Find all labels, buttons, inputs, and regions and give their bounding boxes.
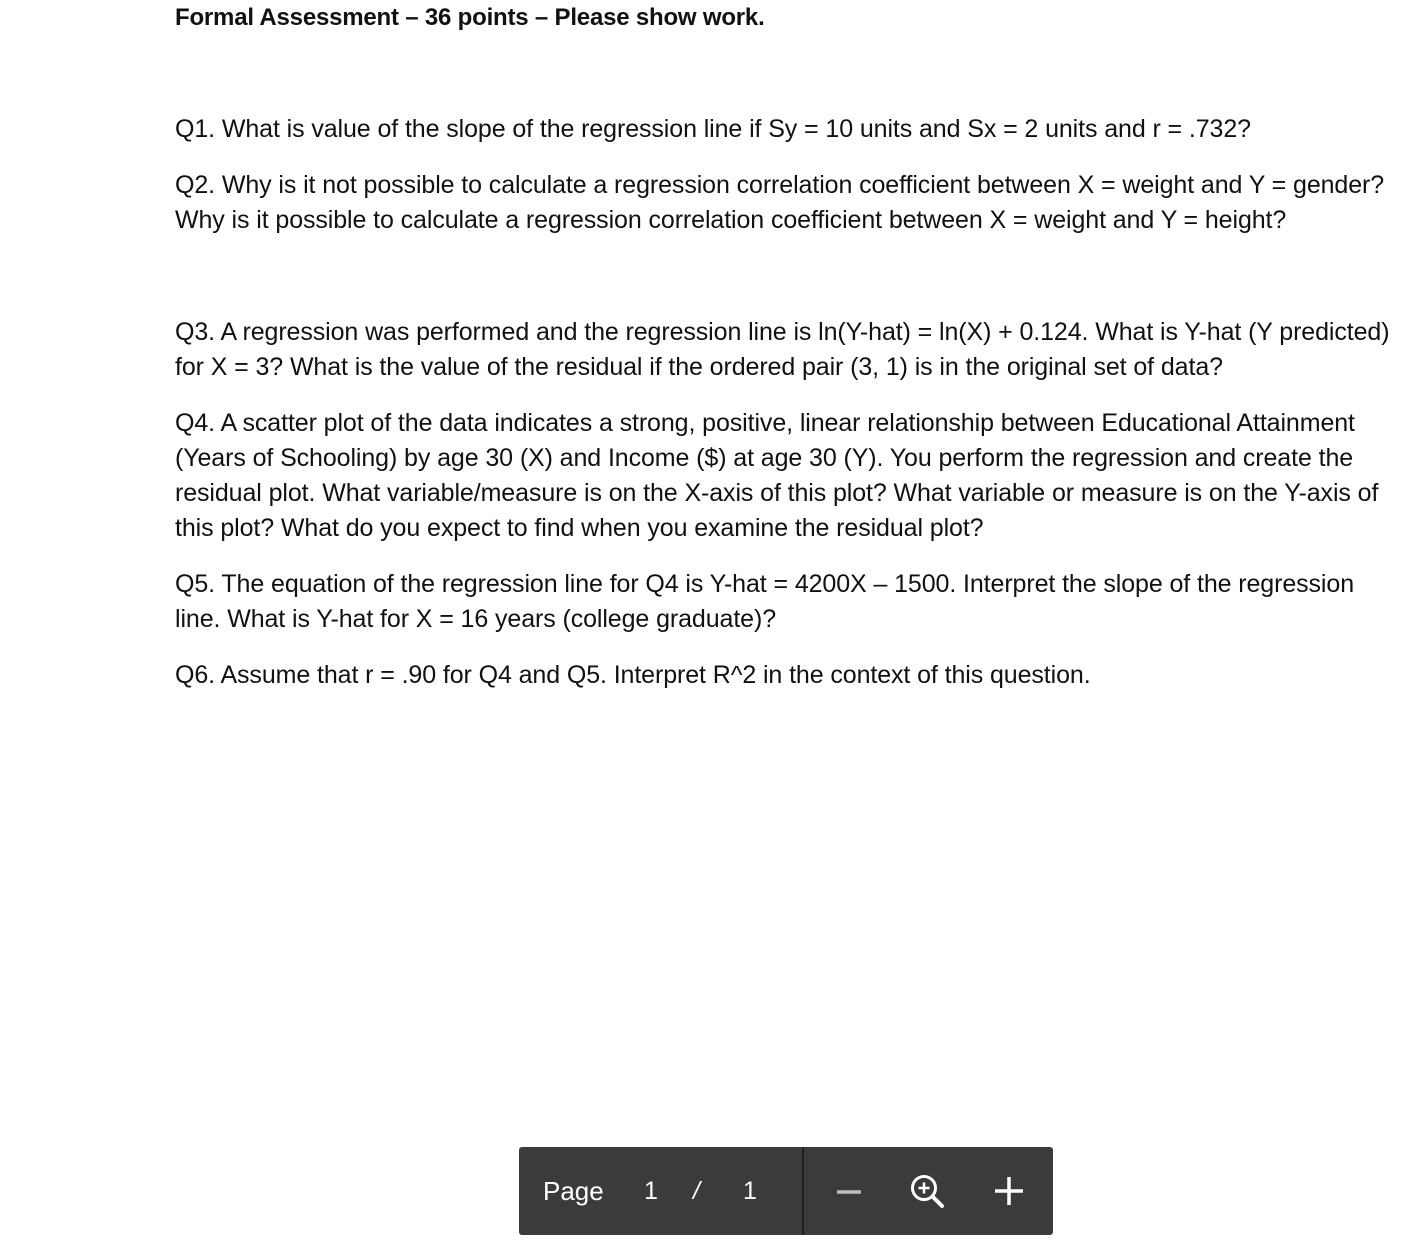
question-6: Q6. Assume that r = .90 for Q4 and Q5. Interpret R^2 in the context of this question. [175,661,1091,689]
question-3: Q3. A regression was performed and the regression line is ln(Y-hat) = ln(X) + 0.124. What is Y-hat (Y predicted) for X = 3? What is the value of the residual if the ordered pair (3, 1) is in the original set of data? [175,318,1390,381]
pdf-viewer-toolbar [519,1147,1053,1235]
page-label: Page [543,1176,604,1206]
document-title: Formal Assessment – 36 points – Please show work. [175,4,765,31]
question-5: Q5. The equation of the regression line for Q4 is Y-hat = 4200X – 1500. Interpret the slope of the regression line. What is Y-hat for X = 16 years (college graduate)? [175,570,1354,633]
page-separator: / [693,1177,700,1205]
question-4: Q4. A scatter plot of the data indicates a strong, positive, linear relationship between Educational Attainment (Years of Schooling) by age 30 (X) and Income ($) at age 30 (Y). You perform the regression and create the residual plot. What variable/measure is on the X-axis of this plot? What variable or measure is on the Y-axis of this plot? What do you expect to find when you examine the residual plot? [175,409,1379,542]
minus-icon [827,1169,871,1213]
zoom-in-button[interactable] [987,1169,1031,1213]
toolbar-divider [802,1147,804,1235]
question-1: Q1. What is value of the slope of the regression line if Sy = 10 units and Sx = 2 units and r = .732? [175,115,1251,143]
document-content [175,0,1390,693]
zoom-in-icon [905,1169,949,1213]
zoom-out-button[interactable] [827,1169,871,1213]
current-page-input[interactable]: 1 [644,1177,658,1205]
question-2: Q2. Why is it not possible to calculate a regression correlation coefficient between X = weight and Y = gender? Why is it possible to calculate a regression correlation coefficient between X = weight and Y = height? [175,171,1385,234]
zoom-button[interactable] [905,1169,949,1213]
total-pages: 1 [743,1177,757,1205]
plus-icon [987,1169,1031,1213]
